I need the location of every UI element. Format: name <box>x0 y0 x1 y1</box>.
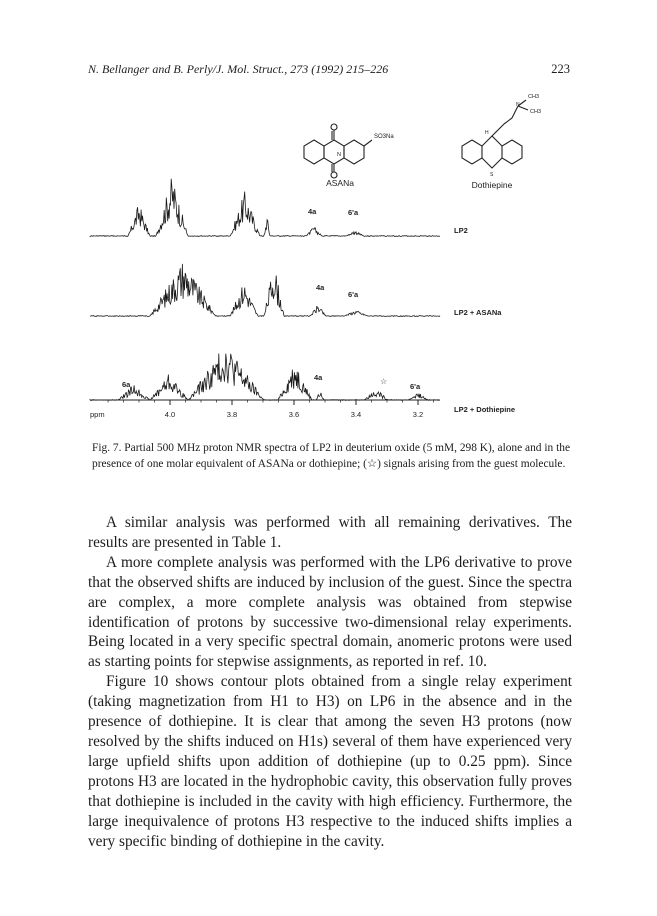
dothiepine-sub-h: H <box>485 130 489 136</box>
axis-tick-3.8: 3.8 <box>226 410 238 419</box>
spectrum-trace <box>90 354 440 401</box>
dothiepine-sub-n: N <box>516 102 520 108</box>
axis-tick-3.2: 3.2 <box>412 410 424 419</box>
peak-label-4a-1: 4a <box>308 207 317 216</box>
peak-label-6a-3b: 6'a <box>410 382 421 391</box>
paragraph-3: Figure 10 shows contour plots obtained from a single relay experiment (taking magnetization from H1 to H3) on LP6 in the absence and in the presence of dothiepine. It is clear that among the seven H3 protons (now resolved by the shifts induced on H1s) several of them have experienced very large upfield shifts upon addition of dothiepine (up to 0.25 ppm). Since protons H3 are located in the hydrophobic cavity, this observation fully proves that dothiepine is included in the cavity with high efficiency. Furthermore, the large inequivalence of protons H3 respective to the induced shifts implies a very specific binding of dothiepine in the cavity. <box>88 673 572 850</box>
spectrum-trace <box>90 179 440 237</box>
asana-label: ASANa <box>326 178 354 188</box>
svg-text:N: N <box>337 152 341 158</box>
page-number: 223 <box>551 62 570 76</box>
figure-caption: Fig. 7. Partial 500 MHz proton NMR spectra of LP2 in deuterium oxide (5 mM, 298 K), alone and in the presence of one molar equivalent of ASANa or dothiepine; (☆) signals arising from the guest molecule. <box>92 442 570 470</box>
spectrum-label-lp2-asana: LP2 + ASANa <box>454 308 502 317</box>
axis-tick-4.0: 4.0 <box>164 410 176 419</box>
guest-star-marker: ☆ <box>380 377 388 386</box>
axis-tick-3.4: 3.4 <box>350 410 362 419</box>
nmr-figure <box>88 88 568 428</box>
peak-label-4a-3: 4a <box>314 373 323 382</box>
dothiepine-sub-s: S <box>490 172 494 178</box>
peak-label-6a-1: 6'a <box>348 208 359 217</box>
peak-label-6a-3: 6a <box>122 380 131 389</box>
paragraph-1: A similar analysis was performed with all remaining derivatives. The results are presented in Table 1. <box>88 514 572 551</box>
axis-tick-3.6: 3.6 <box>288 410 300 419</box>
spectrum-trace <box>90 264 440 317</box>
dothiepine-sub-ch3-a: CH3 <box>528 94 540 100</box>
spectrum-lp2-asana <box>90 264 440 317</box>
peak-label-6a-2: 6'a <box>348 290 359 299</box>
spectrum-label-lp2: LP2 <box>454 226 468 235</box>
dothiepine-structure <box>462 100 528 168</box>
dothiepine-label: Dothiepine <box>471 180 513 190</box>
dothiepine-sub-ch3-b: CH3 <box>530 109 542 115</box>
paragraph-2: A more complete analysis was performed with the LP6 derivative to prove that the observed shifts are induced by inclusion of the guest. Since the spectra are complex, a more complete analysis was obtained from stepwise identification of protons by successive two-dimensional relay experiments. Being located in a very specific spectral domain, anomeric protons were used as starting points for stepwise assignments, as reported in ref. 10. <box>88 553 572 671</box>
asana-substituent: SO3Na <box>374 134 394 140</box>
spectrum-lp2 <box>90 179 440 237</box>
axis-unit: ppm <box>90 410 105 419</box>
asana-structure <box>304 124 372 178</box>
body-text <box>88 513 572 851</box>
running-head: N. Bellanger and B. Perly/J. Mol. Struct., 273 (1992) 215–226 <box>88 62 389 76</box>
peak-label-4a-2: 4a <box>316 283 325 292</box>
spectrum-lp2-dothiepine <box>90 354 440 401</box>
spectrum-label-lp2-dothiepine: LP2 + Dothiepine <box>454 405 516 414</box>
ppm-axis <box>90 400 440 419</box>
